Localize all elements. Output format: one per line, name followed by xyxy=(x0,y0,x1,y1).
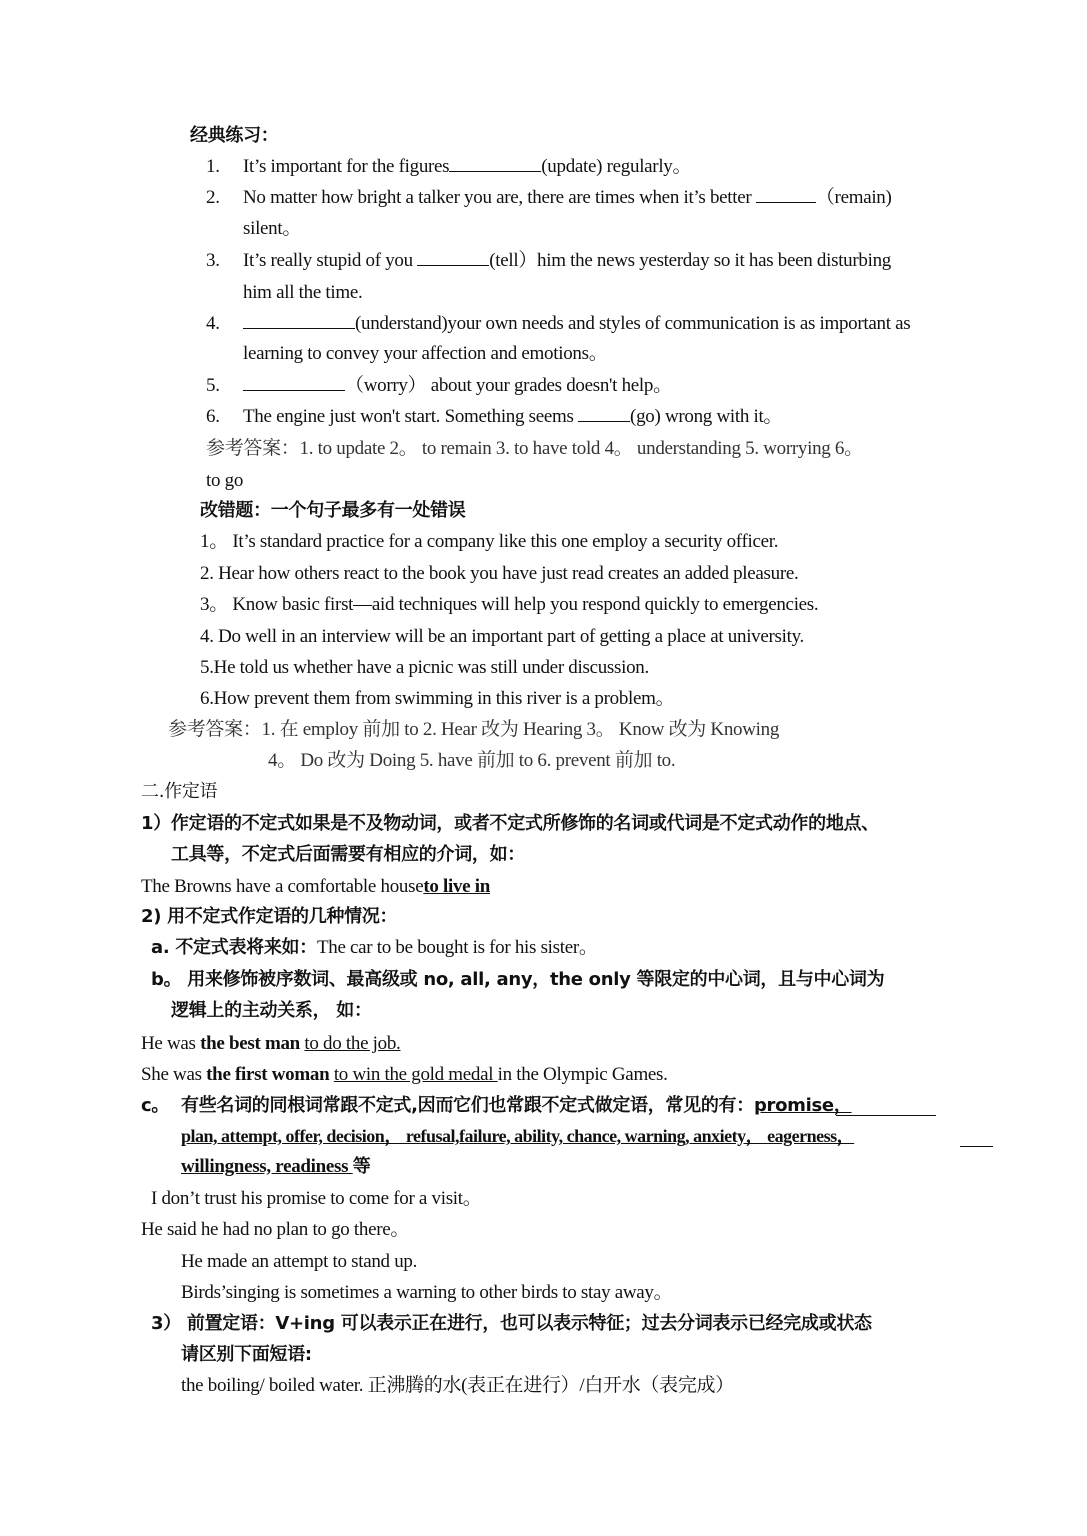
case-a: a. 不定式表将来如：The car to be bought is for his sister。 xyxy=(151,937,598,958)
item-number: 1. xyxy=(206,156,220,177)
case-c-words-cont: willingness, readiness 等 xyxy=(181,1156,371,1177)
answer-blank xyxy=(449,153,541,172)
exercise-item-2 xyxy=(206,184,892,212)
correction-title: 改错题：一个句子最多有一处错误 xyxy=(200,500,466,521)
correction-item-4: 4. Do well in an interview will be an important part of getting a place at university. xyxy=(200,626,805,647)
correction-answers-cont: 4。 Do 改为 Doing 5. have 前加 to 6. prevent 前加 to. xyxy=(268,750,676,771)
example-boiling: the boiling/ boiled water. 正沸腾的水(表正在进行）/白开水（表完成） xyxy=(181,1375,734,1396)
rule-2: 2) 用不定式作定语的几种情况： xyxy=(141,906,398,927)
exercise-item-2-cont: silent。 xyxy=(243,218,302,239)
answer-blank xyxy=(243,310,355,329)
rule-1-cont: 工具等，不定式后面需要有相应的介词，如： xyxy=(171,844,525,865)
exercise-item-4-cont: learning to convey your affection and emotions。 xyxy=(243,343,608,364)
example-first-woman: She was the first woman to win the gold medal in the Olympic Games. xyxy=(141,1064,668,1085)
case-c: 有些名词的同根词常跟不定式,因而它们也常跟不定式做定语，常见的有：promise， xyxy=(181,1095,852,1116)
example-plan: He said he had no plan to go there。 xyxy=(141,1219,410,1240)
example-best-man: He was the best man to do the job. xyxy=(141,1033,401,1054)
item-number: 2. xyxy=(206,187,220,208)
exercise-item-1 xyxy=(206,153,692,181)
item-text: (understand)your own needs and styles of communication is as important as xyxy=(243,310,910,338)
underline-rule xyxy=(836,1115,936,1116)
underline-rule xyxy=(960,1146,993,1147)
section-heading: 二.作定语 xyxy=(141,781,218,802)
item-text: No matter how bright a talker you are, there are times when it’s better （remain) xyxy=(243,184,892,212)
answer-blank xyxy=(756,184,816,203)
correction-answers: 参考答案：1. 在 employ 前加 to 2. Hear 改为 Hearing 3。 Know 改为 Knowing xyxy=(168,719,780,740)
item-text: The engine just won't start. Something seems (go) wrong with it。 xyxy=(243,403,782,431)
exercise-title: 经典练习： xyxy=(190,125,279,146)
item-number: 6. xyxy=(206,406,220,427)
exercise-item-3 xyxy=(206,247,891,275)
answer-blank xyxy=(417,247,489,266)
highlight-phrase: to live in xyxy=(423,876,490,897)
exercise-item-3-cont: him all the time. xyxy=(243,282,363,303)
example-attempt: He made an attempt to stand up. xyxy=(181,1251,418,1272)
rule-3: 3） 前置定语：V+ing 可以表示正在进行，也可以表示特征；过去分词表示已经完成或状态 xyxy=(151,1313,872,1334)
exercise-item-4 xyxy=(206,310,911,338)
example-warning: Birds’singing is sometimes a warning to other birds to stay away。 xyxy=(181,1282,673,1303)
correction-item-5: 5.He told us whether have a picnic was still under discussion. xyxy=(200,657,649,678)
correction-item-2: 2. Hear how others react to the book you have just read creates an added pleasure. xyxy=(200,563,799,584)
correction-item-6: 6.How prevent them from swimming in this river is a problem。 xyxy=(200,688,675,709)
item-number: 3. xyxy=(206,250,220,271)
rule-3-cont: 请区别下面短语: xyxy=(181,1344,312,1365)
exercise-item-5 xyxy=(206,372,672,400)
answer-blank xyxy=(578,403,630,422)
case-c-label: c。 xyxy=(141,1095,170,1116)
exercise-item-6 xyxy=(206,403,783,431)
item-text: （worry） about your grades doesn't help。 xyxy=(243,372,672,400)
answer-blank xyxy=(243,372,345,391)
exercise-answers: 参考答案：1. to update 2。 to remain 3. to have told 4。 understanding 5. worrying 6。 xyxy=(206,438,863,459)
item-number: 4. xyxy=(206,313,220,334)
rule-1: 1）作定语的不定式如果是不及物动词，或者不定式所修饰的名词或代词是不定式动作的地点、 xyxy=(141,813,879,834)
item-text: It’s important for the figures (update) regularly。 xyxy=(243,153,691,181)
case-b-cont: 逻辑上的主动关系， 如： xyxy=(171,1000,372,1021)
example-promise: I don’t trust his promise to come for a visit。 xyxy=(151,1188,482,1209)
case-c-words: plan, attempt, offer, decision， refusal,failure, ability, chance, warning, anxiety， eagerness， xyxy=(181,1126,855,1146)
correction-item-3: 3。 Know basic first—aid techniques will help you respond quickly to emergencies. xyxy=(200,594,819,615)
correction-item-1: 1。 It’s standard practice for a company like this one employ a security officer. xyxy=(200,531,779,552)
case-b: b。 用来修饰被序数词、最高级或 no, all, any，the only 等限定的中心词，且与中心词为 xyxy=(151,969,885,990)
exercise-answers-cont: to go xyxy=(206,470,244,491)
item-text: It’s really stupid of you (tell）him the news yesterday so it has been disturbing xyxy=(243,247,891,275)
item-number: 5. xyxy=(206,375,220,396)
example-browns: The Browns have a comfortable houseto live in xyxy=(141,876,490,897)
